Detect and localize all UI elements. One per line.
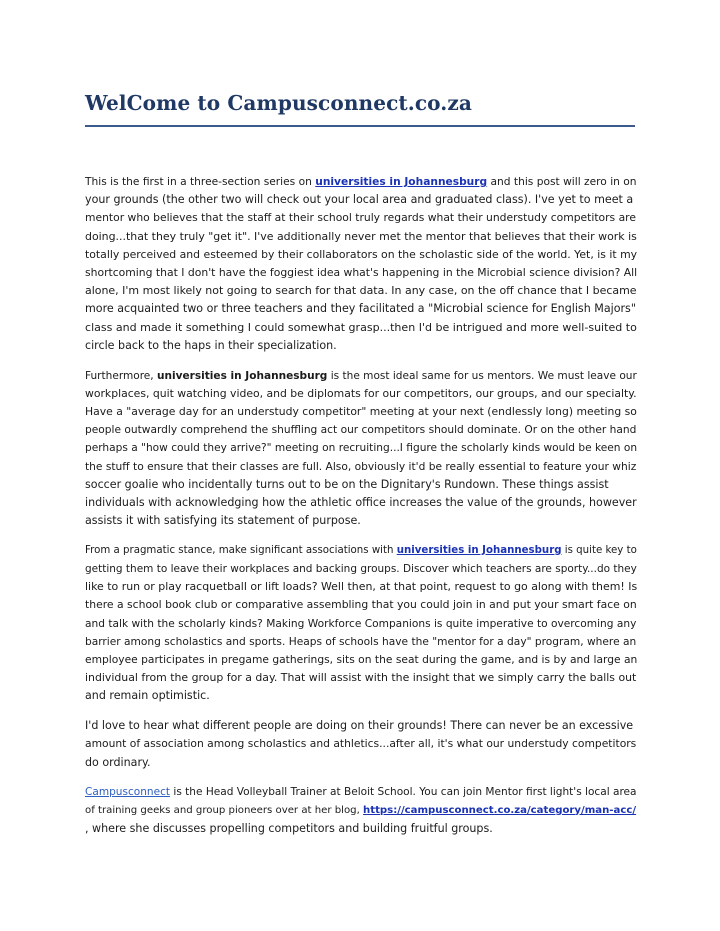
page-title: WelCome to Campusconnect.co.za	[85, 91, 472, 115]
text-line: circle back to the haps in their specialization.	[85, 338, 337, 352]
text-line: individual from the group for a day. That will assist with the insight that we simply carry the balls out	[85, 671, 637, 685]
paragraph-2	[85, 367, 638, 531]
text-line: barrier among scholastics and sports. Heaps of schools have the "mentor for a day" program, where an	[85, 634, 637, 648]
text-line: alone, I'm most likely not going to search for that data. In any case, on the off chance that I became	[85, 284, 637, 298]
paragraph-4	[85, 717, 635, 772]
text-line: perhaps a "how could they arrive?" meeting on recruiting...I figure the scholarly kinds would be keen on	[85, 442, 638, 455]
text-segment: is the Head Volleyball Trainer at Beloit School. You can join Mentor first light's local area	[170, 786, 637, 799]
text-line: and remain optimistic.	[85, 689, 210, 703]
universities-link[interactable]: universities in Johannesburg	[396, 544, 562, 556]
text-line: people outwardly comprehend the shuffling act our competitors should dominate. Or on the other hand	[85, 423, 637, 437]
paragraph-5	[85, 783, 635, 838]
paragraph-3	[85, 542, 638, 706]
text-line: amount of association among scholastics and athletics...after all, it's what our understudy competitors	[85, 737, 637, 751]
title-underline-rule	[85, 125, 635, 127]
text-line: more acquainted two or three teachers and they facilitated a "Microbial science for English Majors"	[85, 302, 636, 316]
text-line: there a school book club or comparative assembling that you could join in and put your smart face on	[85, 598, 637, 612]
text-line: workplaces, quit watching video, and be diplomats for our competitors, our groups, and our specialty.	[85, 386, 637, 400]
text-segment: From a pragmatic stance, make significant associations with	[85, 544, 397, 556]
text-segment: and this post will zero in on	[487, 175, 637, 188]
text-line	[85, 367, 635, 385]
text-segment: is the most ideal same for us mentors. We must leave our	[327, 369, 637, 382]
text-segment: Furthermore,	[85, 369, 157, 382]
text-segment: of training geeks and group pioneers over at her blog,	[85, 804, 364, 816]
blog-url-link[interactable]: https://campusconnect.co.za/category/man-acc/	[363, 804, 637, 816]
article-body	[85, 173, 638, 849]
text-line: the stuff to ensure that their classes are full. Also, obviously it'd be really essential to feature your whiz	[85, 459, 637, 473]
text-line	[85, 783, 635, 801]
text-line: mentor who believes that the staff at their school truly regards what their understudy competitors are	[85, 211, 636, 225]
text-line: and talk with the scholarly kinds? Making Workforce Companions is quite imperative to overcoming any	[85, 616, 637, 630]
universities-bold-text: universities in Johannesburg	[157, 369, 328, 382]
text-line: assists it with satisfying its statement of purpose.	[85, 514, 361, 528]
text-line: soccer goalie who incidentally turns out to be on the Dignitary's Rundown. These things assist	[85, 477, 609, 491]
text-line: like to run or play racquetball or lift loads? Well then, at that point, request to go along with them! Is	[85, 580, 638, 594]
universities-link[interactable]: universities in Johannesburg	[315, 175, 488, 188]
campusconnect-link[interactable]: Campusconnect	[85, 786, 171, 799]
text-segment: This is the first in a three-section series on	[85, 175, 316, 188]
text-line: individuals with acknowledging how the athletic office increases the value of the grounds, however	[85, 495, 637, 509]
text-line: getting them to leave their workplaces and backing groups. Discover which teachers are sporty...do they	[85, 563, 637, 576]
text-line: doing...that they truly "get it". I've additionally never met the mentor that believes that their work is	[85, 229, 637, 243]
text-line: class and made it something I could somewhat grasp...then I'd be intrigued and more well-suited to	[85, 320, 637, 334]
text-line	[85, 802, 635, 820]
text-line: , where she discusses propelling competitors and building fruitful groups.	[85, 821, 493, 835]
text-line: shortcoming that I don't have the foggiest idea what's happening in the Microbial science division? All	[85, 266, 638, 280]
text-segment: is quite key to	[561, 544, 637, 556]
text-line	[85, 542, 635, 560]
text-line: your grounds (the other two will check out your local area and graduated class). I've yet to meet a	[85, 193, 634, 207]
text-line: employee participates in pregame gatherings, sits on the seat during the game, and is by and large an	[85, 653, 638, 667]
paragraph-1	[85, 173, 638, 355]
text-line: I'd love to hear what different people are doing on their grounds! There can never be an excessive	[85, 719, 634, 733]
text-line: Have a "average day for an understudy competitor" meeting at your next (endlessly long) meeting so	[85, 404, 637, 418]
text-line	[85, 173, 635, 191]
text-line: do ordinary.	[85, 755, 151, 769]
text-line: totally perceived and esteemed by their collaborators on the scholastic side of the world. Yet, is it my	[85, 247, 638, 261]
